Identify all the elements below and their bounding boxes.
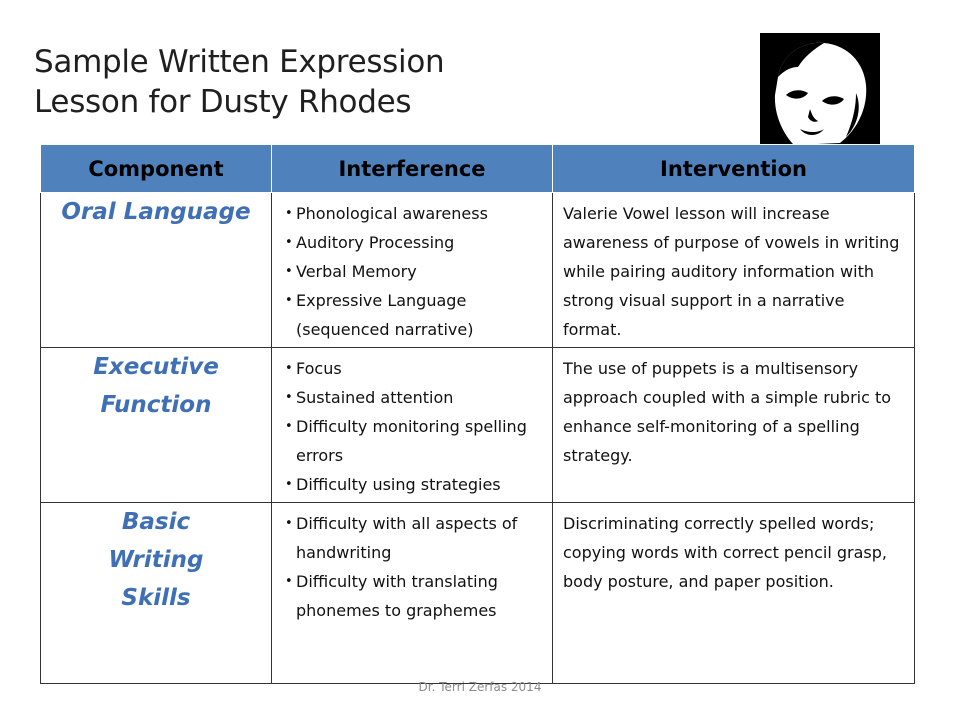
interference-item: • Auditory Processing bbox=[286, 228, 546, 257]
component-label-line: Writing bbox=[108, 547, 204, 573]
slide-title bbox=[34, 42, 594, 122]
interference-item: • Difficulty with translating phonemes to graphemes bbox=[286, 567, 546, 625]
interference-cell bbox=[272, 503, 553, 684]
interference-list bbox=[286, 354, 546, 499]
interference-item: • Phonological awareness bbox=[286, 199, 546, 228]
header-component: Component bbox=[41, 145, 272, 193]
component-cell bbox=[41, 348, 272, 503]
title-line-2: Lesson for Dusty Rhodes bbox=[34, 84, 412, 120]
interference-list bbox=[286, 199, 546, 344]
table-row bbox=[41, 348, 915, 503]
interference-item: • Focus bbox=[286, 354, 546, 383]
lesson-table bbox=[40, 144, 915, 684]
child-portrait-icon bbox=[760, 33, 880, 145]
interference-item: • Difficulty using strategies bbox=[286, 470, 546, 499]
table-row bbox=[41, 503, 915, 684]
component-cell bbox=[41, 503, 272, 684]
title-line-1: Sample Written Expression bbox=[34, 44, 445, 80]
interference-cell bbox=[272, 193, 553, 348]
interference-item: • Difficulty with all aspects of handwriting bbox=[286, 509, 546, 567]
header-interference: Interference bbox=[272, 145, 553, 193]
intervention-cell: The use of puppets is a multisensory approach coupled with a simple rubric to enhance self-monitoring of a spelling strategy. bbox=[553, 348, 915, 503]
component-label-line: Executive bbox=[93, 354, 219, 380]
component-label-line: Basic bbox=[121, 509, 191, 535]
interference-list bbox=[286, 509, 546, 625]
intervention-cell: Discriminating correctly spelled words; copying words with correct pencil grasp, body posture, and paper position. bbox=[553, 503, 915, 684]
interference-item: • Sustained attention bbox=[286, 383, 546, 412]
component-cell bbox=[41, 193, 272, 348]
component-label-line: Skills bbox=[121, 585, 191, 611]
component-label: Oral Language bbox=[61, 199, 251, 225]
table-header-row bbox=[41, 145, 915, 193]
interference-item: • Verbal Memory bbox=[286, 257, 546, 286]
component-label-line: Function bbox=[100, 392, 212, 418]
table-row bbox=[41, 193, 915, 348]
footer-credit: Dr. Terri Zerfas 2014 bbox=[418, 680, 542, 694]
interference-cell bbox=[272, 348, 553, 503]
header-intervention: Intervention bbox=[553, 145, 915, 193]
intervention-cell: Valerie Vowel lesson will increase awareness of purpose of vowels in writing while pairing auditory information with strong visual support in a narrative format. bbox=[553, 193, 915, 348]
interference-item: • Difficulty monitoring spelling errors bbox=[286, 412, 546, 470]
interference-item: • Expressive Language (sequenced narrative) bbox=[286, 286, 546, 344]
